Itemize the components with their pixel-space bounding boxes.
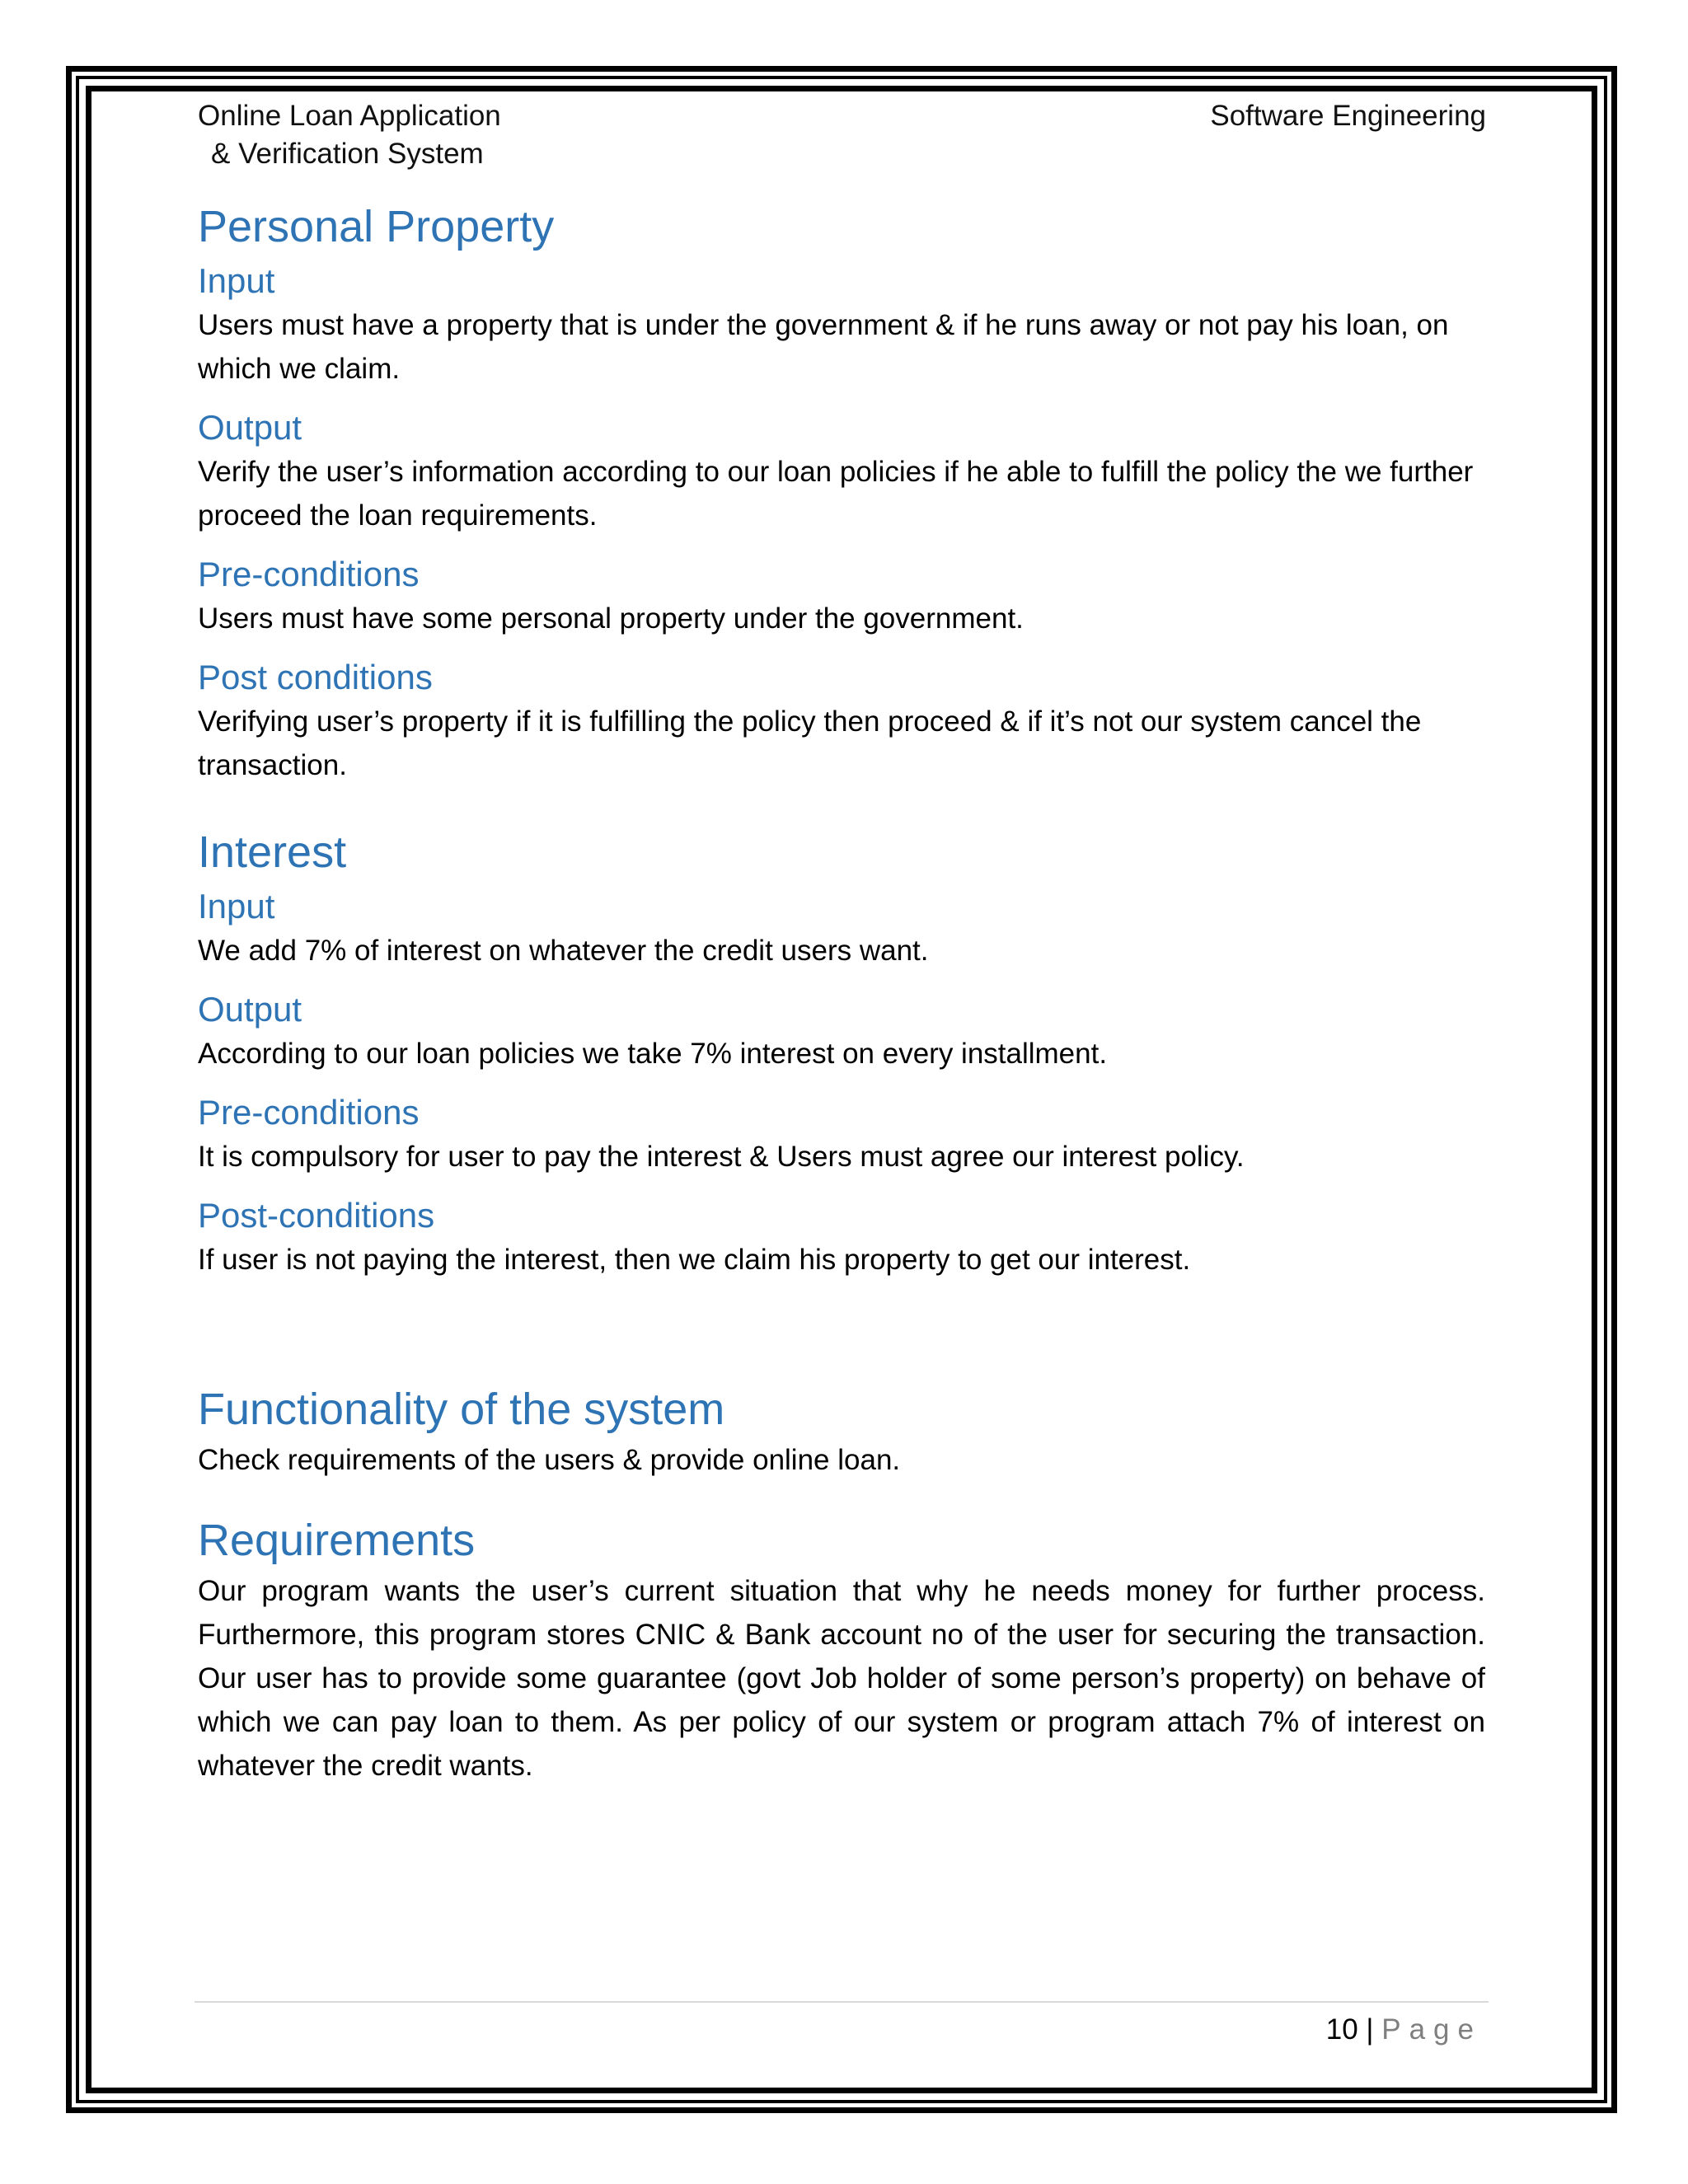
footer-divider	[195, 2001, 1489, 2003]
section-title-functionality: Functionality of the system	[198, 1385, 725, 1434]
paragraph-post-conditions: If user is not paying the interest, then we claim his property to get our interest.	[198, 1244, 1191, 1276]
paragraph-pre-conditions: It is compulsory for user to pay the interest & Users must agree our interest policy.	[198, 1141, 1245, 1173]
subheading-post-conditions: Post-conditions	[198, 1196, 435, 1235]
page-content	[198, 198, 1485, 1788]
paragraph-functionality: Check requirements of the users & provide online loan.	[198, 1444, 901, 1476]
paragraph-input: We add 7% of interest on whatever the credit users want.	[198, 935, 929, 967]
header-title-line2: & Verification System	[211, 138, 484, 170]
page-footer	[1326, 2008, 1482, 2052]
section-title-interest: Interest	[198, 827, 347, 877]
subheading-output: Output	[198, 408, 302, 447]
paragraph-requirements: Our program wants the user’s current situation that why he needs money for further process. Furthermore, this program stores CNIC & Bank account no of the user for securing the transaction. Our user has to provide some guarantee (govt Job holder of some person’s property) on behave of which we can pay loan to them. As per policy of our system or program attach 7% of interest on whatever the credit wants.	[198, 1575, 1485, 1782]
subheading-output: Output	[198, 990, 302, 1029]
section-title-requirements: Requirements	[198, 1516, 476, 1565]
subheading-input: Input	[198, 261, 275, 300]
page-label: Page	[1381, 2013, 1482, 2046]
header-document-title	[198, 97, 501, 173]
subheading-input: Input	[198, 887, 275, 926]
paragraph-post-conditions: Verifying user’s property if it is fulfilling the policy then proceed & if it’s not our system cancel the transaction.	[198, 705, 1422, 781]
section-title-personal-property: Personal Property	[198, 202, 555, 251]
page-number: 10	[1325, 2013, 1358, 2046]
footer-separator: |	[1366, 2013, 1374, 2046]
paragraph-output: Verify the user’s information according to our loan policies if he able to fulfill the policy the we further proceed the loan requirements.	[198, 456, 1474, 532]
header-title-line1: Online Loan Application	[198, 100, 501, 132]
paragraph-output: According to our loan policies we take 7% interest on every installment.	[198, 1038, 1108, 1070]
subheading-pre-conditions: Pre-conditions	[198, 555, 420, 593]
subheading-pre-conditions: Pre-conditions	[198, 1093, 420, 1132]
header-course-name: Software Engineering	[1210, 100, 1486, 132]
paragraph-pre-conditions: Users must have some personal property under the government.	[198, 602, 1024, 635]
subheading-post-conditions: Post conditions	[198, 658, 433, 696]
paragraph-input: Users must have a property that is under the government & if he runs away or not pay his loan, on which we claim.	[198, 309, 1449, 385]
